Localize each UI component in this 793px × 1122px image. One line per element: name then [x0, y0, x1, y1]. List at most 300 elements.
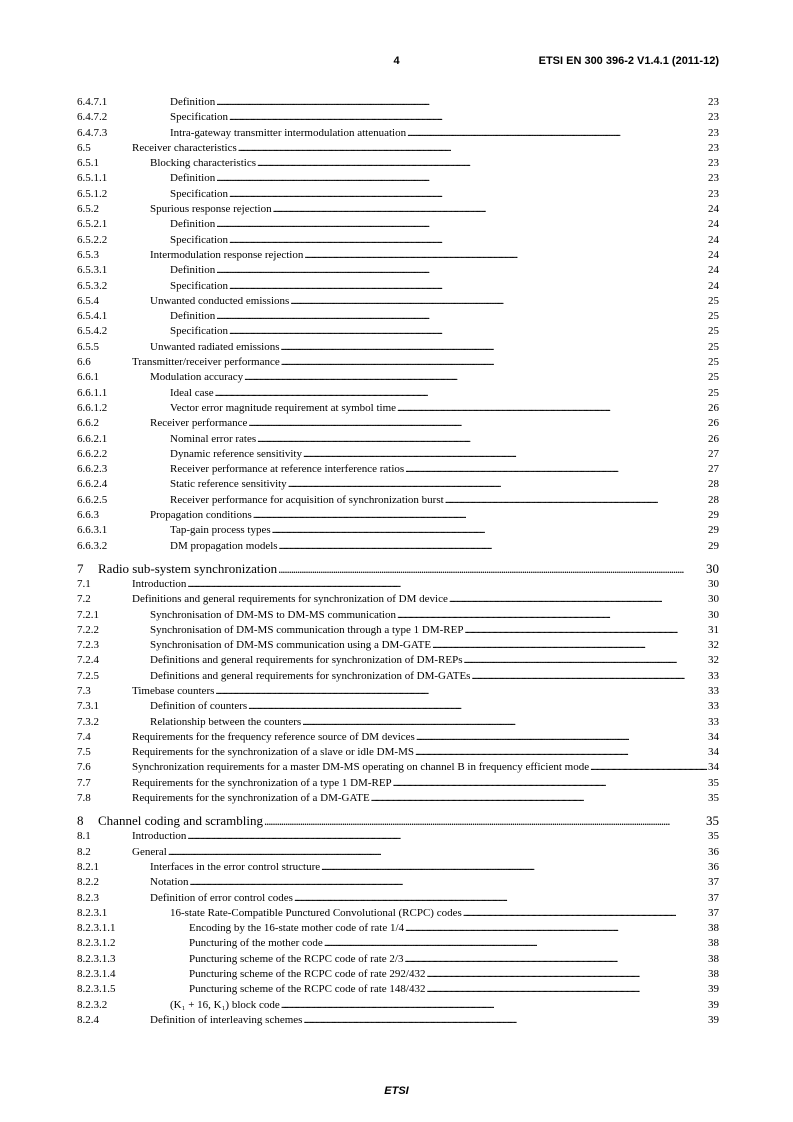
toc-entry-number: 6.5.4.2 — [77, 325, 108, 338]
dot-leader — [404, 952, 707, 967]
toc-entry-number: 8.2.3.1.4 — [77, 968, 116, 981]
toc-entry-page: 24 — [708, 248, 719, 261]
dot-leader — [590, 760, 707, 775]
toc-entry-number: 7.3.1 — [77, 700, 99, 713]
toc-entry-number: 7.2.3 — [77, 639, 99, 652]
dot-leader — [257, 432, 707, 447]
toc-entry-number: 8.2.4 — [77, 1013, 99, 1026]
dot-leader — [397, 401, 707, 416]
toc-entry-title: Introduction — [132, 830, 187, 843]
toc-entry-page: 28 — [708, 478, 719, 491]
toc-entry-page: 24 — [708, 203, 719, 216]
toc-entry-title: Synchronization requirements for a master DM-MS operating on channel B in frequency efficient mode — [132, 761, 590, 774]
toc-entry-title: Puncturing scheme of the RCPC code of rate 148/432 — [189, 983, 426, 996]
toc-entry-page: 39 — [708, 983, 719, 996]
toc-entry-title: Definition — [170, 264, 216, 277]
toc-entry-page: 32 — [708, 654, 719, 667]
toc-entry-page: 24 — [708, 279, 719, 292]
toc-entry[interactable] — [77, 447, 719, 462]
toc-entry-title: Requirements for the synchronization of a DM-GATE — [132, 792, 370, 805]
dot-leader — [244, 370, 707, 385]
toc-entry-number: 6.6.1 — [77, 371, 99, 384]
toc-entry-page: 36 — [708, 860, 719, 873]
toc-entry-title: Intra-gateway transmitter intermodulation attenuation — [170, 126, 407, 139]
toc-entry-page: 38 — [708, 937, 719, 950]
toc-entry-title: Dynamic reference sensitivity — [170, 447, 302, 460]
toc-entry-number: 8.1 — [77, 830, 91, 843]
toc-entry-number: 6.5.3 — [77, 248, 99, 261]
dot-leader — [238, 141, 707, 156]
toc-entry[interactable] — [77, 217, 719, 232]
toc-entry-number: 8 — [77, 813, 84, 829]
toc-entry[interactable] — [77, 936, 719, 951]
toc-entry-number: 6.6.3.1 — [77, 524, 108, 537]
dot-leader — [190, 875, 708, 890]
dot-leader — [449, 592, 707, 607]
toc-entry-title: Modulation accuracy — [150, 371, 244, 384]
toc-entry-title: Timebase counters — [132, 684, 215, 697]
toc-entry-page: 38 — [708, 952, 719, 965]
toc-entry-number: 8.2.1 — [77, 860, 99, 873]
toc-entry[interactable] — [77, 560, 719, 577]
toc-entry-page: 33 — [708, 700, 719, 713]
toc-entry-number: 7.2.1 — [77, 608, 99, 621]
toc-entry-number: 6.5.1 — [77, 157, 99, 170]
toc-entry-title: Definition — [170, 310, 216, 323]
toc-entry-page: 26 — [708, 432, 719, 445]
toc-entry-title: Definition of error control codes — [150, 891, 293, 904]
toc-entry-title: Tap-gain process types — [170, 524, 271, 537]
toc-entry[interactable] — [77, 126, 719, 141]
toc-entry[interactable] — [77, 669, 719, 684]
toc-entry-title: Notation — [150, 876, 189, 889]
toc-entry-number: 7.2.5 — [77, 669, 99, 682]
toc-entry-title: Definitions and general requirements for synchronization of DM-GATEs — [150, 669, 471, 682]
dot-leader — [471, 669, 707, 684]
toc-entry-number: 6.5.1.1 — [77, 172, 108, 185]
toc-entry-number: 6.6.2.2 — [77, 447, 108, 460]
toc-entry-page: 25 — [708, 386, 719, 399]
toc-entry-number: 6.6.2.1 — [77, 432, 108, 445]
dot-leader — [432, 638, 707, 653]
dot-leader — [272, 523, 707, 538]
page-number: 4 — [393, 55, 400, 67]
toc-entry-page: 32 — [708, 639, 719, 652]
toc-entry-title: Static reference sensitivity — [170, 478, 287, 491]
toc-entry-number: 8.2 — [77, 845, 91, 858]
toc-entry[interactable] — [77, 141, 719, 156]
toc-entry-page: 39 — [708, 998, 719, 1011]
footer-etsi: ETSI — [384, 1085, 409, 1097]
toc-entry[interactable] — [77, 386, 719, 401]
toc-entry[interactable] — [77, 432, 719, 447]
table-of-contents — [77, 95, 719, 1028]
toc-entry-title: Nominal error rates — [170, 432, 257, 445]
dot-leader — [281, 998, 707, 1013]
toc-entry[interactable] — [77, 699, 719, 714]
toc-entry[interactable] — [77, 860, 719, 875]
toc-entry-title: DM propagation models — [170, 539, 278, 552]
toc-entry-title: Unwanted conducted emissions — [150, 294, 290, 307]
toc-entry-number: 6.5.3.1 — [77, 264, 108, 277]
toc-entry[interactable] — [77, 998, 719, 1013]
toc-entry-number: 7.8 — [77, 792, 91, 805]
toc-entry-number: 7.6 — [77, 761, 91, 774]
toc-entry-page: 23 — [708, 141, 719, 154]
toc-entry-title: Requirements for the synchronization of a slave or idle DM-MS — [132, 746, 414, 759]
toc-entry-page: 30 — [708, 577, 719, 590]
dot-leader — [321, 860, 707, 875]
toc-entry-title: Puncturing of the mother code — [189, 937, 323, 950]
toc-entry-title: Receiver performance — [150, 417, 248, 430]
toc-entry-page: 25 — [708, 340, 719, 353]
toc-entry[interactable] — [77, 638, 719, 653]
toc-entry[interactable] — [77, 845, 719, 860]
toc-entry-title: Specification — [170, 111, 229, 124]
toc-entry-page: 23 — [708, 126, 719, 139]
toc-entry[interactable] — [77, 508, 719, 523]
toc-entry-page: 35 — [708, 792, 719, 805]
dot-leader — [445, 493, 707, 508]
toc-entry-title: Ideal case — [170, 386, 214, 399]
toc-entry-number: 7.2 — [77, 593, 91, 606]
toc-entry-title: Definition — [170, 172, 216, 185]
toc-entry-title: Intermodulation response rejection — [150, 248, 304, 261]
dot-leader — [407, 126, 707, 141]
toc-entry-title: Synchronisation of DM-MS communication through a type 1 DM-REP — [150, 623, 464, 636]
toc-entry[interactable] — [77, 1013, 719, 1028]
toc-entry-page: 25 — [708, 371, 719, 384]
toc-entry-page: 26 — [708, 417, 719, 430]
toc-entry-page: 33 — [708, 715, 719, 728]
toc-entry-number: 8.2.3 — [77, 891, 99, 904]
toc-entry[interactable] — [77, 577, 719, 592]
toc-entry[interactable] — [77, 248, 719, 263]
toc-entry-page: 29 — [708, 539, 719, 552]
toc-entry-title: Puncturing scheme of the RCPC code of rate 2/3 — [189, 952, 404, 965]
dot-leader — [303, 447, 707, 462]
toc-entry-page: 23 — [708, 96, 719, 108]
toc-entry-number: 6.6.1.2 — [77, 401, 108, 414]
dot-leader — [426, 967, 707, 982]
toc-entry-number: 6.5.2.2 — [77, 233, 108, 246]
toc-entry-title: Receiver performance for acquisition of synchronization burst — [170, 493, 444, 506]
toc-entry-number: 8.2.3.1.5 — [77, 983, 116, 996]
toc-entry-page: 30 — [708, 608, 719, 621]
toc-entry-number: 6.5.2 — [77, 203, 99, 216]
toc-entry-number: 6.6.2.3 — [77, 463, 108, 476]
dot-leader — [229, 324, 707, 339]
toc-entry-number: 6.5.1.2 — [77, 187, 108, 200]
toc-entry[interactable] — [77, 776, 719, 791]
toc-entry-title: Specification — [170, 325, 229, 338]
toc-entry-title: Definition — [170, 218, 216, 231]
toc-entry-page: 25 — [708, 356, 719, 369]
toc-entry-number: 7.5 — [77, 746, 91, 759]
dot-leader — [464, 623, 707, 638]
toc-entry-number: 6.5.4.1 — [77, 310, 108, 323]
toc-entry-page: 25 — [708, 294, 719, 307]
toc-entry-page: 34 — [708, 746, 719, 759]
dot-leader — [415, 745, 707, 760]
toc-entry-page: 24 — [708, 233, 719, 246]
toc-entry[interactable] — [77, 309, 719, 324]
toc-entry-title: Interfaces in the error control structure — [150, 860, 321, 873]
toc-entry-page: 26 — [708, 401, 719, 414]
toc-entry[interactable] — [77, 875, 719, 890]
toc-entry-page: 29 — [708, 509, 719, 522]
toc-entry-title: Vector error magnitude requirement at symbol time — [170, 401, 397, 414]
dot-leader — [229, 233, 707, 248]
toc-entry[interactable] — [77, 401, 719, 416]
toc-entry-title: Transmitter/receiver performance — [132, 356, 280, 369]
dot-leader — [324, 936, 707, 951]
toc-entry[interactable] — [77, 355, 719, 370]
toc-entry-number: 8.2.3.2 — [77, 998, 108, 1011]
toc-entry[interactable] — [77, 760, 719, 775]
toc-entry-number: 7.2.4 — [77, 654, 99, 667]
toc-entry-page: 38 — [708, 968, 719, 981]
toc-entry-title: 16-state Rate-Compatible Punctured Convolutional (RCPC) codes — [170, 906, 462, 919]
dot-leader — [187, 577, 707, 592]
toc-entry-number: 6.4.7.2 — [77, 111, 108, 124]
toc-entry-title: Definition of interleaving schemes — [150, 1013, 303, 1026]
toc-entry[interactable] — [77, 715, 719, 730]
toc-entry-title: Specification — [170, 233, 229, 246]
toc-entry-page: 27 — [708, 463, 719, 476]
dot-leader — [405, 462, 707, 477]
toc-entry-title: Specification — [170, 187, 229, 200]
dot-leader — [303, 1013, 707, 1028]
toc-entry-title: Unwanted radiated emissions — [150, 340, 280, 353]
toc-entry-title: Definition of counters — [150, 700, 248, 713]
dot-leader — [290, 294, 707, 309]
toc-entry-title: Radio sub-system synchronization — [98, 560, 278, 576]
toc-entry[interactable] — [77, 263, 719, 278]
dot-leader — [187, 829, 707, 844]
dot-leader — [371, 791, 707, 806]
toc-entry-title: Synchronisation of DM-MS communication using a DM-GATE — [150, 639, 432, 652]
toc-entry[interactable] — [77, 95, 719, 110]
toc-entry-number: 7.7 — [77, 776, 91, 789]
toc-entry-title: Encoding by the 16-state mother code of rate 1/4 — [189, 922, 405, 935]
toc-entry[interactable] — [77, 745, 719, 760]
dot-leader — [168, 845, 707, 860]
toc-entry[interactable] — [77, 791, 719, 806]
dot-leader — [253, 508, 707, 523]
dot-leader — [304, 248, 707, 263]
toc-entry-title: General — [132, 845, 167, 858]
toc-entry-title: Blocking characteristics — [150, 157, 256, 170]
dot-leader — [216, 95, 707, 110]
toc-entry-page: 37 — [708, 876, 719, 889]
toc-entry-page: 23 — [708, 172, 719, 185]
toc-entry-title: Synchronisation of DM-MS to DM-MS communication — [150, 608, 396, 621]
dot-leader — [281, 340, 707, 355]
toc-entry-number: 6.6.3 — [77, 509, 99, 522]
toc-entry-title: Definitions and general requirements for synchronization of DM-REPs — [150, 654, 463, 667]
toc-entry[interactable] — [77, 279, 719, 294]
toc-entry-number: 6.6.2.5 — [77, 493, 108, 506]
toc-entry[interactable] — [77, 812, 719, 829]
toc-entry-title: Propagation conditions — [150, 509, 252, 522]
toc-entry-number: 6.5.3.2 — [77, 279, 108, 292]
toc-entry[interactable] — [77, 233, 719, 248]
dot-leader — [248, 699, 707, 714]
toc-entry-title: Definitions and general requirements for synchronization of DM device — [132, 593, 448, 606]
toc-entry[interactable] — [77, 523, 719, 538]
toc-entry-page: 23 — [708, 111, 719, 124]
toc-entry[interactable] — [77, 324, 719, 339]
toc-entry[interactable] — [77, 294, 719, 309]
toc-entry-number: 6.6.3.2 — [77, 539, 108, 552]
toc-entry[interactable] — [77, 891, 719, 906]
dot-leader — [405, 921, 707, 936]
toc-entry-page: 30 — [706, 560, 719, 576]
toc-entry[interactable] — [77, 684, 719, 699]
document-reference: ETSI EN 300 396-2 V1.4.1 (2011-12) — [538, 55, 719, 67]
toc-entry-number: 8.2.3.1.3 — [77, 952, 116, 965]
toc-entry-title: Receiver performance at reference interference ratios — [170, 463, 405, 476]
toc-entry-page: 31 — [708, 623, 719, 636]
toc-entry-page: 35 — [708, 830, 719, 843]
toc-entry-title: (K₁ + 16, K₁) block code — [170, 998, 280, 1011]
toc-entry[interactable] — [77, 539, 719, 554]
dot-leader — [281, 355, 707, 370]
toc-entry-number: 6.5.5 — [77, 340, 99, 353]
toc-entry-page: 33 — [708, 684, 719, 697]
toc-entry-page: 34 — [708, 730, 719, 743]
toc-entry-title: Definition — [170, 96, 216, 108]
toc-entry-number: 6.6.2 — [77, 417, 99, 430]
toc-entry-page: 37 — [708, 906, 719, 919]
toc-entry-page: 29 — [708, 524, 719, 537]
toc-entry-title: Receiver characteristics — [132, 141, 237, 154]
toc-entry-page: 23 — [708, 187, 719, 200]
toc-entry-title: Spurious response rejection — [150, 203, 272, 216]
toc-entry-number: 7.2.2 — [77, 623, 99, 636]
toc-entry[interactable] — [77, 416, 719, 431]
toc-entry-page: 28 — [708, 493, 719, 506]
toc-entry-page: 27 — [708, 447, 719, 460]
toc-entry-number: 7.4 — [77, 730, 91, 743]
toc-entry-title: Puncturing scheme of the RCPC code of rate 292/432 — [189, 968, 426, 981]
toc-entry-number: 6.4.7.3 — [77, 126, 108, 139]
toc-entry[interactable] — [77, 187, 719, 202]
dot-leader — [464, 653, 707, 668]
dot-leader — [229, 279, 707, 294]
dot-leader — [278, 560, 705, 577]
toc-entry-page: 39 — [708, 1013, 719, 1026]
dot-leader — [215, 684, 707, 699]
toc-entry[interactable] — [77, 462, 719, 477]
toc-entry[interactable] — [77, 653, 719, 668]
dot-leader — [463, 906, 707, 921]
toc-entry[interactable] — [77, 156, 719, 171]
toc-entry[interactable] — [77, 982, 719, 997]
dot-leader — [216, 171, 707, 186]
toc-entry-page: 37 — [708, 891, 719, 904]
toc-entry-page: 35 — [708, 776, 719, 789]
dot-leader — [279, 539, 707, 554]
toc-entry-page: 24 — [708, 218, 719, 231]
dot-leader — [416, 730, 707, 745]
dot-leader — [229, 187, 707, 202]
toc-entry[interactable] — [77, 370, 719, 385]
toc-entry-page: 33 — [708, 669, 719, 682]
toc-entry-number: 6.5.4 — [77, 294, 99, 307]
toc-entry-number: 6.5 — [77, 141, 91, 154]
toc-entry-title: Requirements for the synchronization of a type 1 DM-REP — [132, 776, 392, 789]
toc-entry-number: 6.6.2.4 — [77, 478, 108, 491]
toc-entry[interactable] — [77, 202, 719, 217]
dot-leader — [216, 309, 707, 324]
toc-entry[interactable] — [77, 110, 719, 125]
dot-leader — [229, 110, 707, 125]
toc-entry[interactable] — [77, 171, 719, 186]
toc-entry[interactable] — [77, 952, 719, 967]
toc-entry-page: 25 — [708, 310, 719, 323]
dot-leader — [302, 715, 707, 730]
dot-leader — [294, 891, 707, 906]
toc-entry-number: 6.6 — [77, 356, 91, 369]
toc-entry-number: 8.2.2 — [77, 876, 99, 889]
toc-entry-page: 25 — [708, 325, 719, 338]
toc-entry[interactable] — [77, 608, 719, 623]
dot-leader — [216, 263, 707, 278]
toc-entry-title: Requirements for the frequency reference source of DM devices — [132, 730, 415, 743]
toc-entry[interactable] — [77, 967, 719, 982]
dot-leader — [215, 386, 707, 401]
toc-entry[interactable] — [77, 623, 719, 638]
toc-entry-number: 8.2.3.1 — [77, 906, 108, 919]
toc-entry-page: 24 — [708, 264, 719, 277]
dot-leader — [273, 202, 707, 217]
toc-entry[interactable] — [77, 592, 719, 607]
toc-entry[interactable] — [77, 730, 719, 745]
toc-entry-page: 23 — [708, 157, 719, 170]
toc-entry[interactable] — [77, 477, 719, 492]
toc-entry-number: 7.1 — [77, 577, 91, 590]
toc-entry-title: Introduction — [132, 577, 187, 590]
toc-entry-number: 6.6.1.1 — [77, 386, 108, 399]
toc-entry-number: 7.3.2 — [77, 715, 99, 728]
toc-entry-page: 38 — [708, 922, 719, 935]
toc-entry[interactable] — [77, 829, 719, 844]
toc-entry-page: 34 — [708, 761, 719, 774]
dot-leader — [264, 812, 705, 829]
toc-entry-number: 8.2.3.1.1 — [77, 922, 116, 935]
toc-entry-number: 6.4.7.1 — [77, 96, 108, 108]
toc-entry[interactable] — [77, 340, 719, 355]
toc-entry-title: Channel coding and scrambling — [98, 813, 263, 829]
toc-entry-page: 35 — [706, 813, 719, 829]
toc-entry[interactable] — [77, 493, 719, 508]
dot-leader — [248, 416, 707, 431]
toc-entry[interactable] — [77, 921, 719, 936]
dot-leader — [257, 156, 707, 171]
toc-entry-number: 7.3 — [77, 684, 91, 697]
toc-entry-number: 6.5.2.1 — [77, 218, 108, 231]
dot-leader — [426, 982, 707, 997]
toc-entry-page: 36 — [708, 845, 719, 858]
toc-entry-title: Specification — [170, 279, 229, 292]
dot-leader — [397, 608, 707, 623]
dot-leader — [216, 217, 707, 232]
toc-entry-number: 7 — [77, 560, 84, 576]
toc-entry[interactable] — [77, 906, 719, 921]
dot-leader — [393, 776, 707, 791]
